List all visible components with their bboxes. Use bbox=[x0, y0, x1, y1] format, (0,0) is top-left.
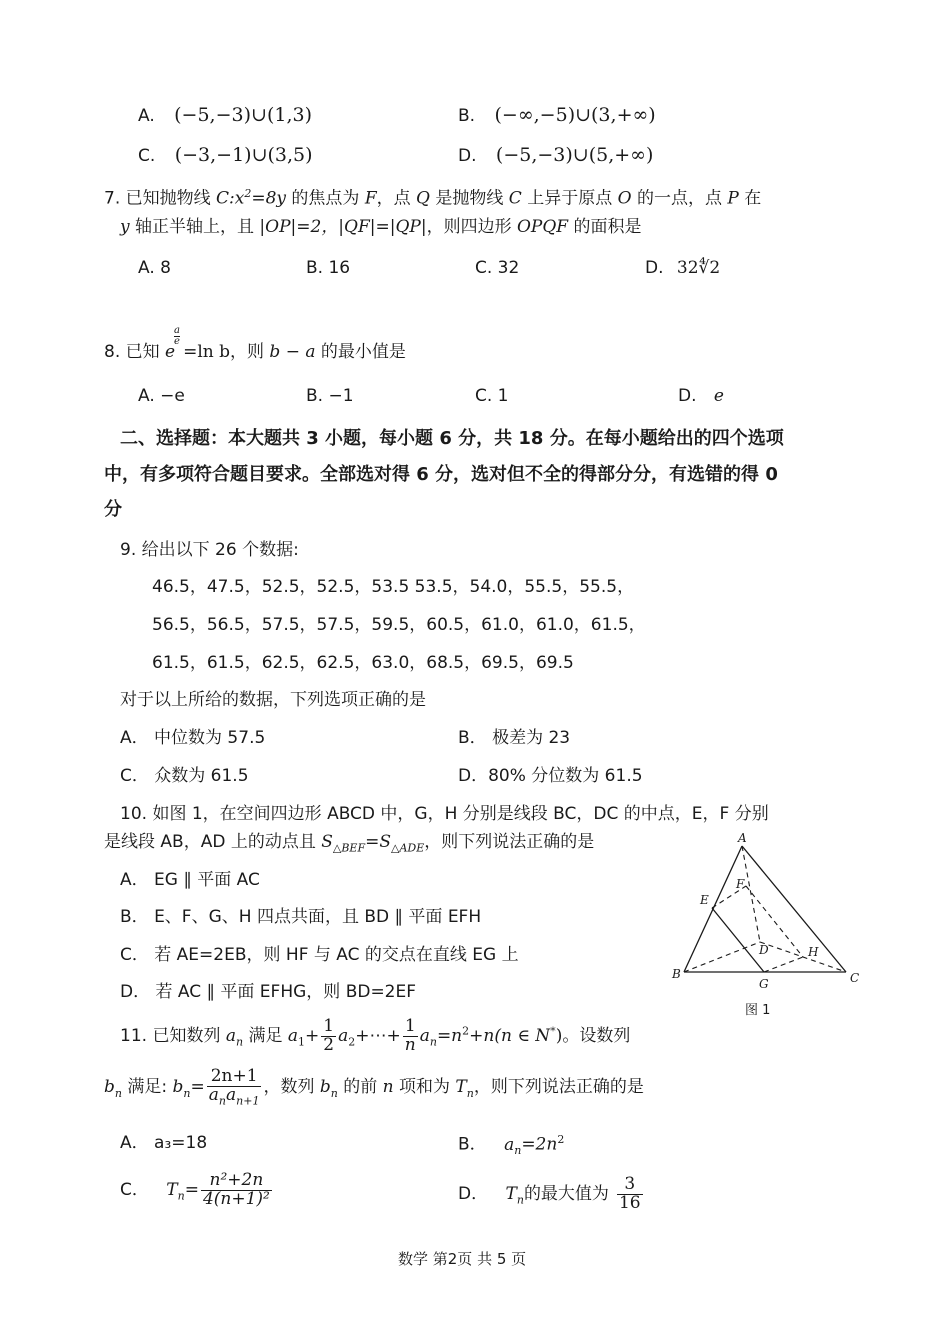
q11-math: +n(n ∈ N bbox=[469, 1025, 551, 1046]
q11-text: 的前 bbox=[337, 1076, 383, 1097]
q11-sub: 2 bbox=[348, 1035, 356, 1049]
q6-option-d bbox=[458, 144, 653, 167]
q11-frac-den: a bbox=[226, 1084, 237, 1105]
q10-option-d: D． 若 AC ∥ 平面 EFHG，则 BD=2EF bbox=[120, 982, 417, 1002]
q10-option-c: C． 若 AE=2EB，则 HF 与 AC 的交点在直线 EG 上 bbox=[120, 945, 519, 965]
q11-math: a bbox=[419, 1025, 430, 1046]
q11-sub: n bbox=[177, 1189, 185, 1203]
q10-text: ，则下列说法正确的是 bbox=[424, 832, 595, 852]
q6-d-label: D. bbox=[458, 146, 477, 166]
q6-d-text: (−5,−3)∪(5,+∞) bbox=[495, 144, 654, 166]
q11-sub: n bbox=[516, 1193, 524, 1207]
q8-d-value: e bbox=[713, 386, 724, 406]
edge-ac bbox=[742, 846, 846, 972]
q11-line2 bbox=[104, 1068, 644, 1107]
q8-base: e bbox=[165, 342, 176, 362]
label-d: D bbox=[759, 943, 769, 957]
page-footer: 数学 第2页 共 5 页 bbox=[398, 1250, 527, 1268]
q7-math: P bbox=[727, 188, 739, 209]
q7-text: 上异于原点 bbox=[521, 188, 618, 209]
q7-text: 是抛物线 bbox=[429, 188, 509, 209]
q6-c-label: C. bbox=[138, 146, 156, 166]
q8-line bbox=[104, 325, 406, 362]
q7-d-value: 32∜2 bbox=[676, 258, 721, 278]
edge-ad bbox=[742, 846, 760, 942]
q6-option-b bbox=[458, 104, 656, 127]
q10-text: 是线段 AB，AD 上的动点且 bbox=[104, 832, 322, 852]
q11-option-a: A． a₃=18 bbox=[120, 1133, 208, 1153]
q11-c-label: C． bbox=[120, 1179, 149, 1200]
q11-sub: 1 bbox=[298, 1035, 306, 1049]
q11-text: 。设数列 bbox=[562, 1025, 631, 1046]
q11-frac-den: 2 bbox=[323, 1034, 335, 1055]
q7-math: C bbox=[508, 188, 522, 209]
q11-d-math: T bbox=[505, 1183, 517, 1204]
section2-line3: 分 bbox=[104, 499, 122, 520]
q7-math: O bbox=[617, 188, 632, 209]
q6-c-text: (−3,−1)∪(3,5) bbox=[174, 144, 313, 166]
q7-text: ，点 bbox=[376, 188, 417, 209]
q11-math: ) bbox=[555, 1025, 563, 1046]
q6-option-c bbox=[138, 144, 313, 167]
q11-math: + bbox=[305, 1025, 320, 1046]
q7-math: |OP|=2，|QF|=|QP| bbox=[259, 217, 427, 237]
q7-text: 的焦点为 bbox=[286, 188, 365, 209]
q7-math: y bbox=[120, 217, 130, 237]
q11-option-d bbox=[458, 1176, 645, 1213]
q7-option-a: A. 8 bbox=[138, 258, 171, 278]
q11-sub: n bbox=[466, 1086, 474, 1100]
figure-caption: 图 1 bbox=[745, 1003, 771, 1018]
q9-title: 9. 给出以下 26 个数据: bbox=[120, 540, 299, 560]
label-f: F bbox=[736, 877, 745, 891]
q7-option-c: C. 32 bbox=[475, 258, 520, 278]
q11-math: =n bbox=[436, 1025, 463, 1046]
q9-data-row-3: 61.5，61.5，62.5，62.5，63.0，68.5，69.5，69.5 bbox=[152, 653, 574, 673]
q11-text: 满足 bbox=[243, 1025, 288, 1046]
q11-frac-den: a bbox=[208, 1084, 219, 1105]
figure-1-tetrahedron bbox=[660, 830, 880, 1000]
label-h: H bbox=[808, 945, 819, 959]
q10-area: S bbox=[379, 832, 392, 852]
q11-frac-num: 3 bbox=[617, 1176, 643, 1195]
label-a: A bbox=[738, 831, 747, 845]
q11-frac-num: 1 bbox=[323, 1016, 335, 1036]
q8-option-d bbox=[678, 386, 724, 406]
q7-text: ，则四边形 bbox=[426, 217, 517, 237]
q6-b-label: B. bbox=[458, 106, 476, 126]
q10-line1: 10. 如图 1，在空间四边形 ABCD 中，G，H 分别是线段 BC，DC 的中点，E，F 分别 bbox=[120, 804, 769, 824]
q7-text: 的一点，点 bbox=[631, 188, 728, 209]
q11-math: a bbox=[287, 1025, 299, 1046]
q11-math: b bbox=[104, 1076, 115, 1097]
q11-frac-den: 4(n+1)² bbox=[202, 1188, 270, 1209]
edge-gh bbox=[764, 957, 803, 972]
q7-math: Q bbox=[416, 188, 430, 209]
q11-frac-num: 2n+1 bbox=[207, 1068, 262, 1087]
label-b: B bbox=[672, 967, 681, 981]
q8-text: 的最小值是 bbox=[315, 342, 406, 362]
edge-fh bbox=[746, 886, 803, 957]
q6-b-text: (−∞,−5)∪(3,+∞) bbox=[494, 104, 656, 126]
q7-math: F bbox=[364, 188, 377, 209]
q9-data-row-2: 56.5，56.5，57.5，57.5，59.5，60.5，61.0，61.0，61.5， bbox=[152, 615, 646, 635]
q8-text: 8. 已知 bbox=[104, 342, 166, 362]
q11-b-math: a bbox=[504, 1134, 515, 1155]
q10-eq: = bbox=[365, 832, 380, 852]
q11-sub: n bbox=[429, 1035, 437, 1049]
q7-option-b: B. 16 bbox=[306, 258, 351, 278]
q7-math: =8y bbox=[251, 188, 287, 209]
q11-math: n bbox=[382, 1076, 394, 1097]
q8-option-b: B. −1 bbox=[306, 386, 354, 406]
q11-math: T bbox=[455, 1076, 467, 1097]
label-c: C bbox=[850, 971, 860, 985]
q11-text: ，数列 bbox=[263, 1076, 320, 1097]
q6-option-a bbox=[138, 104, 312, 127]
q9-prompt: 对于以上所给的数据，下列选项正确的是 bbox=[120, 690, 426, 710]
q11-frac-den: 16 bbox=[618, 1192, 641, 1213]
q10-area: S bbox=[321, 832, 333, 852]
label-g: G bbox=[759, 977, 769, 991]
q8-math: b − a bbox=[269, 342, 316, 362]
q10-line2 bbox=[104, 832, 594, 855]
q11-text: 11. 已知数列 bbox=[120, 1025, 226, 1046]
q7-math: OPQF bbox=[516, 217, 569, 237]
q11-frac-den: n bbox=[404, 1034, 416, 1055]
q7-d-label: D. bbox=[645, 258, 664, 278]
q10-option-b: B． E、F、G、H 四点共面，且 BD ∥ 平面 EFH bbox=[120, 907, 482, 927]
q11-sup: * bbox=[550, 1024, 556, 1038]
q7-option-d bbox=[645, 258, 720, 278]
q11-math: b bbox=[172, 1076, 184, 1097]
q11-sub: n bbox=[235, 1035, 244, 1049]
q11-frac-num: 1 bbox=[403, 1018, 418, 1037]
q7-text: 7. 已知抛物线 bbox=[104, 188, 217, 209]
section2-line2: 中，有多项符合题目要求。全部选对得 6 分，选对但不全的得部分分，有选错的得 0 bbox=[104, 464, 778, 485]
q8-math: =ln b bbox=[183, 342, 231, 362]
q7-text: 在 bbox=[738, 188, 762, 209]
q11-sub: n+1 bbox=[236, 1094, 260, 1108]
section2-line1: 二、选择题：本大题共 3 小题，每小题 6 分，共 18 分。在每小题给出的四个选项 bbox=[120, 428, 784, 449]
q11-sub: n bbox=[183, 1086, 191, 1100]
q11-math: a bbox=[225, 1025, 236, 1046]
q7-line1: 7. 已知抛物线 $C:x^2=8y$ 的焦点为 F，点 Q 是抛物线 C 上异于原点 O 的一点，点 P 在 bbox=[104, 187, 762, 209]
q11-text: 项和为 bbox=[393, 1076, 456, 1097]
q11-b-math: =2n bbox=[521, 1134, 558, 1155]
q8-option-a: A. −e bbox=[138, 386, 185, 406]
q11-c-math: T bbox=[166, 1179, 178, 1200]
q11-option-b bbox=[458, 1133, 564, 1157]
q11-d-text: 的最大值为 bbox=[523, 1183, 609, 1204]
q10-option-a: A． EG ∥ 平面 AC bbox=[120, 870, 260, 890]
q11-sup: 2 bbox=[557, 1133, 565, 1146]
q6-a-text: (−5,−3)∪(1,3) bbox=[174, 104, 312, 126]
q8-option-c: C. 1 bbox=[475, 386, 509, 406]
q7-math: C:x bbox=[216, 188, 245, 209]
q8-text: ，则 bbox=[230, 342, 270, 362]
q9-option-d: D．80% 分位数为 61.5 bbox=[458, 766, 643, 786]
edge-eg bbox=[712, 908, 764, 972]
q7-text: 的面积是 bbox=[568, 217, 642, 237]
q11-text: ，则下列说法正确的是 bbox=[473, 1076, 644, 1097]
q9-option-b: B． 极差为 23 bbox=[458, 728, 571, 748]
q11-math: b bbox=[319, 1076, 331, 1097]
label-e: E bbox=[700, 893, 709, 907]
q10-area-sub: △BEF bbox=[332, 841, 366, 855]
q7-line2 bbox=[120, 217, 642, 237]
q11-math: a bbox=[338, 1025, 349, 1046]
q11-frac-num: n²+2n bbox=[201, 1172, 272, 1191]
q11-sub: n bbox=[114, 1086, 122, 1100]
q9-data-row-1: 46.5，47.5，52.5，52.5，53.5 53.5，54.0，55.5，55.5， bbox=[152, 577, 635, 597]
q11-sub: n bbox=[218, 1094, 226, 1108]
q11-d-label: D． bbox=[458, 1183, 489, 1204]
q10-area-sub: △ADE bbox=[391, 841, 425, 855]
q7-text: 轴正半轴上，且 bbox=[129, 217, 260, 237]
q11-sup: 2 bbox=[462, 1024, 470, 1038]
q9-option-c: C． 众数为 61.5 bbox=[120, 766, 249, 786]
q11-math: +⋯+ bbox=[355, 1025, 401, 1046]
q11-c-math: = bbox=[184, 1179, 199, 1200]
q11-sub: n bbox=[514, 1144, 522, 1158]
q11-option-c bbox=[120, 1172, 274, 1209]
q11-sub: n bbox=[330, 1086, 338, 1100]
q11-line1 bbox=[120, 1018, 630, 1055]
q11-text: 满足: bbox=[121, 1076, 173, 1097]
q8-exp-den: e bbox=[174, 336, 180, 347]
q9-option-a: A． 中位数为 57.5 bbox=[120, 728, 266, 748]
q6-a-label: A. bbox=[138, 106, 155, 126]
q11-b-label: B． bbox=[458, 1134, 487, 1155]
q8-exp-num: a bbox=[174, 325, 180, 336]
q11-math: = bbox=[190, 1076, 205, 1097]
q8-d-label: D. bbox=[678, 386, 697, 406]
